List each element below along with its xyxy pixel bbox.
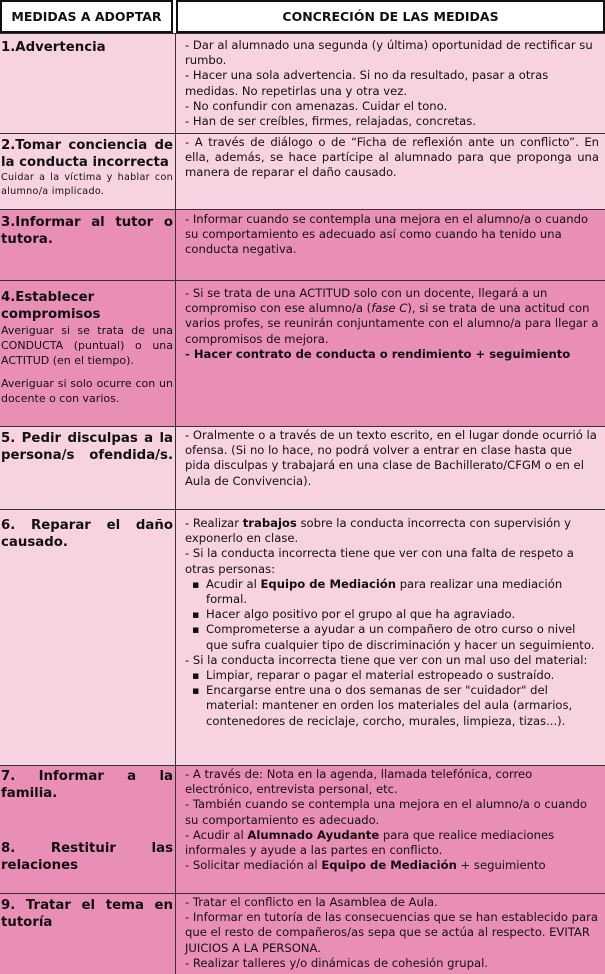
measure-line: - No confundir con amenazas. Cuidar el tono. <box>185 98 448 113</box>
measure-line: - A través de diálogo o de “Ficha de reflexión ante un conflicto”. En ella, además, se hace partícipe al alumnado para que proponga una manera de reparar el daño causado. <box>185 135 599 180</box>
row-title: 6. Reparar el daño causado. <box>1 518 173 550</box>
row-disculpas <box>0 426 605 509</box>
row-title: 9. Tratar el tema en tutoría <box>1 898 173 930</box>
measure-line: - También cuando se contempla una mejora en el alumno/a o cuando su comportamiento es adecuado. <box>185 797 588 827</box>
row-subtitle: Averiguar si solo ocurre con un docente o con varios. <box>1 377 173 405</box>
header-measures: MEDIDAS A ADOPTAR <box>0 0 173 33</box>
bullet-item: ▪ Hacer algo positivo por el grupo al que ha agraviado. <box>176 607 605 622</box>
measure-line: - Dar al alumnado una segunda (y última) oportunidad de rectificar su rumbo. <box>185 38 593 68</box>
row-reparar <box>0 509 605 765</box>
row-title: 1.Advertencia <box>1 40 106 55</box>
measure-line: - A través de: Nota en la agenda, llamada telefónica, correo electrónico, entrevista personal, etc. <box>185 767 533 797</box>
bullet-item: ▪ Encargarse entre una o dos semanas de ser "cuidador" del material: mantener en orden los materiales del aula (armarios, contenedores de reciclaje, corcho, murales, limpieza, tizas...). <box>176 683 605 729</box>
row-familia-relaciones <box>0 765 605 893</box>
bullet-item: ▪ Limpiar, reparar o pagar el material estropeado o sustraído. <box>176 668 605 683</box>
row-title: 2.Tomar conciencia de la conducta incorrecta <box>1 138 173 170</box>
measure-line: - Si se trata de una ACTITUD solo con un docente, llegará a un compromiso con ese alumno/a (fase C), si se trata de una actitud con varios profes, se reunirán conjuntamente con el alumno/a para llegar a compromisos de mejora. <box>185 286 599 346</box>
measure-line: - Informar cuando se contempla una mejora en el alumno/a o cuando su comportamiento es adecuado así como cuando ha tenido una conducta negativa. <box>185 212 589 257</box>
row-title: 4.Establecer compromisos <box>1 290 101 322</box>
measure-line: - Realizar talleres y/o dinámicas de cohesión grupal. <box>185 955 488 970</box>
measure-line: - Hacer contrato de conducta o rendimiento + seguimiento <box>185 346 571 361</box>
measure-line: - Tratar el conflicto en la Asamblea de Aula. <box>185 895 438 909</box>
measure-line: - Realizar trabajos sobre la conducta incorrecta con supervisión y exponerlo en clase. <box>185 516 571 546</box>
measure-line: - Solicitar mediación al Equipo de Mediación + seguimiento <box>185 858 546 873</box>
row-tomar-conciencia <box>0 133 605 209</box>
measure-line: - Si la conducta incorrecta tiene que ver con un mal uso del material: <box>185 652 588 667</box>
row-informar-tutor <box>0 209 605 280</box>
measure-line: - Acudir al Alumnado Ayudante para que realice mediaciones informales y ayude a las partes en conflicto. <box>185 827 555 858</box>
measure-line: - Han de ser creíbles, firmes, relajadas, concretas. <box>185 114 476 129</box>
bullet-item: ▪ Comprometerse a ayudar a un compañero de otro curso o nivel que sufra cualquier tipo de discriminación y hacer un seguimiento. <box>176 622 605 652</box>
bullet-item: ▪ Acudir al Equipo de Mediación para realizar una mediación formal. <box>176 577 605 607</box>
row-title: 3.Informar al tutor o tutora. <box>1 215 173 247</box>
measure-line: - Si la conducta incorrecta tiene que ver con una falta de respeto a otras personas: <box>185 546 574 576</box>
row-tutoria <box>0 893 605 974</box>
measure-line: - Oralmente o a través de un texto escrito, en el lugar donde ocurrió la ofensa. (Si no lo hace, no podrá volver a entrar en clase hasta que pida disculpas y trabajará en una clase de Bachillerato/CFGM o en el Aula de Convivencia). <box>185 428 597 488</box>
row-subtitle: Cuidar a la víctima y hablar con alumno/a implicado. <box>1 172 173 197</box>
header-concretion: CONCRECIÓN DE LAS MEDIDAS <box>176 0 605 33</box>
row-title: 8. Restituir las relaciones <box>1 841 173 873</box>
row-advertencia <box>0 33 605 133</box>
row-compromisos <box>0 280 605 426</box>
measure-line: - Hacer una sola advertencia. Si no da resultado, pasar a otras medidas. No repetirlas una y otra vez. <box>185 68 549 98</box>
row-subtitle: Averiguar si se trata de una CONDUCTA (puntual) o una ACTITUD (en el tiempo). <box>1 324 173 367</box>
row-title: 5. Pedir disculpas a la persona/s ofendida/s. <box>1 431 173 463</box>
measure-line: - Informar en tutoría de las consecuencias que se han establecido para que el resto de compañeros/as sepa que se actúa al respecto. EVITAR JUICIOS A LA PERSONA. <box>185 910 599 955</box>
row-title: 7. Informar a la familia. <box>1 769 173 801</box>
